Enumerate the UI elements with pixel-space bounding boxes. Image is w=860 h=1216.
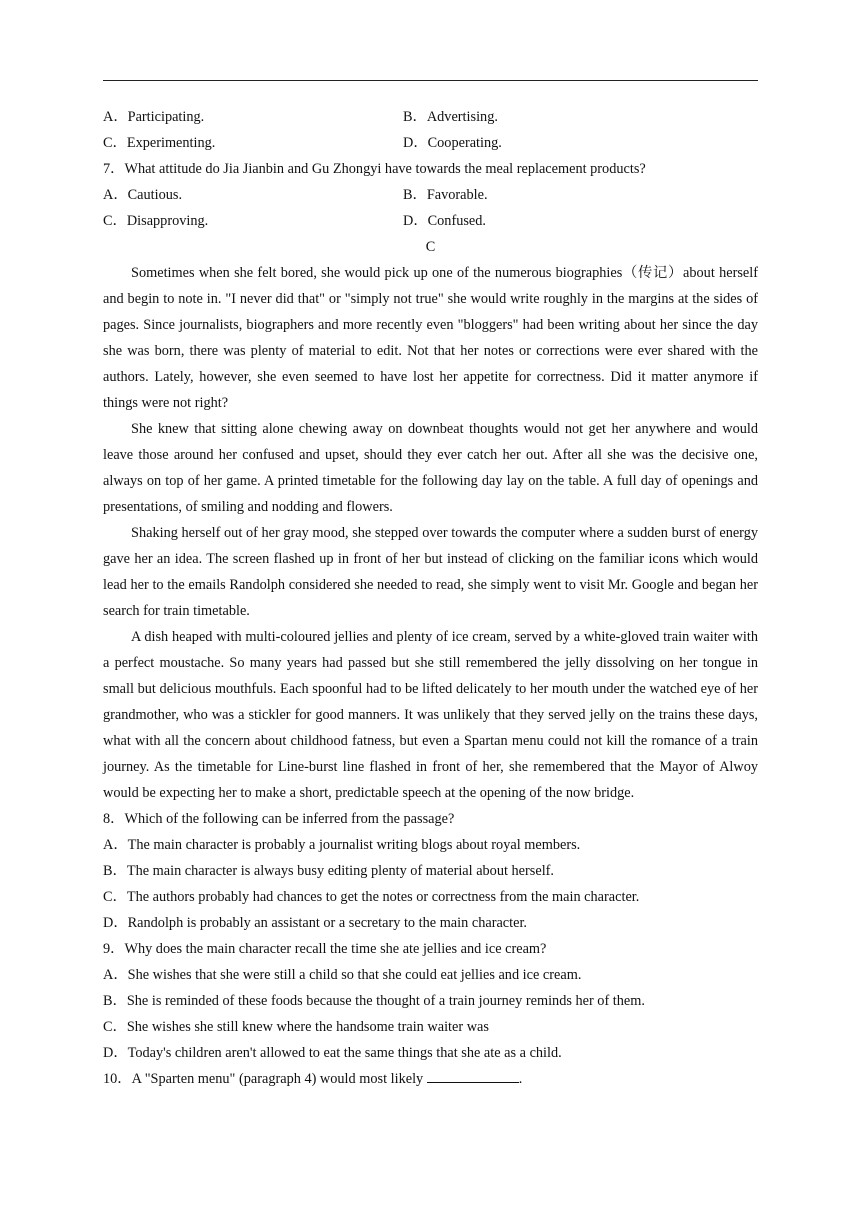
q8-option-b: B．The main character is always busy editing plenty of material about herself. xyxy=(103,863,555,879)
q8-stem: 8．Which of the following can be inferred from the passage? xyxy=(103,811,455,827)
answer-blank xyxy=(427,1067,519,1083)
q10-stem-text: 10．A "Sparten menu" (paragraph 4) would most likely xyxy=(103,1071,424,1087)
passage-paragraph-4: A dish heaped with multi-coloured jellies and plenty of ice cream, served by a white-gloved train waiter with a perfect moustache. So many years had passed but she still remembered the jelly dissolving on her tongue in small but delicious mouthfuls. Each spoonful had to be lifted delicately to her mouth under the watched eye of her grandmother, who was a stickler for good manners. It was unlikely that they served jelly on the trains these days, what with all the concern about childhood fatness, but even a Spartan menu could not kill the romance of a train journey. As the timetable for Line-burst line flashed in front of her, she remembered that the Mayor of Alwoy would be expecting her to make a short, predictable speech at the opening of the now bridge. xyxy=(103,629,758,801)
q8-option-a: A．The main character is probably a journalist writing blogs about royal members. xyxy=(103,837,581,853)
q7-stem: 7．What attitude do Jia Jianbin and Gu Zhongyi have towards the meal replacement products? xyxy=(103,161,646,177)
q7-options-row-1 xyxy=(103,182,758,208)
q7-options-row-2 xyxy=(103,208,758,234)
q6-options-row-1 xyxy=(103,104,758,130)
q9-option-d: D．Today's children aren't allowed to eat the same things that she ate as a child. xyxy=(103,1045,562,1061)
q9-option-a: A．She wishes that she were still a child so that she could eat jellies and ice cream. xyxy=(103,967,582,983)
q6-option-d: D．Cooperating. xyxy=(403,135,502,151)
q9-option-b: B．She is reminded of these foods because the thought of a train journey reminds her of them. xyxy=(103,993,645,1009)
document-body xyxy=(103,104,758,1092)
q10-stem xyxy=(103,1066,758,1092)
passage-paragraph-3: Shaking herself out of her gray mood, she stepped over towards the computer where a sudden burst of energy gave her an idea. The screen flashed up in front of her but instead of clicking on the familiar icons which would lead her to the emails Randolph considered she needed to read, she simply went to visit Mr. Google and began her search for train timetable. xyxy=(103,525,758,619)
q7-option-c: C．Disapproving. xyxy=(103,213,209,229)
q9-stem: 9．Why does the main character recall the time she ate jellies and ice cream? xyxy=(103,941,547,957)
section-label: C xyxy=(425,239,436,255)
q6-option-b: B．Advertising. xyxy=(403,109,498,125)
q6-option-a: A．Participating. xyxy=(103,109,205,125)
q7-option-b: B．Favorable. xyxy=(403,187,488,203)
q9-option-c: C．She wishes she still knew where the handsome train waiter was xyxy=(103,1019,489,1035)
q10-stem-end: . xyxy=(518,1071,523,1087)
passage-paragraph-1: Sometimes when she felt bored, she would pick up one of the numerous biographies（传记）about herself and begin to note in. "I never did that" or "simply not true" she would write roughly in the margins at the sides of pages. Since journalists, biographers and more recently even "bloggers" had been writing about her since the day she was born, there was plenty of material to edit. Not that her notes or corrections were ever shared with the authors. Lately, however, she even seemed to have lost her appetite for correctness. Did it matter anymore if things were not right? xyxy=(103,265,758,411)
header-rule xyxy=(103,80,758,81)
q8-option-c: C．The authors probably had chances to get the notes or correctness from the main character. xyxy=(103,889,640,905)
q6-options-row-2 xyxy=(103,130,758,156)
q8-option-d: D．Randolph is probably an assistant or a secretary to the main character. xyxy=(103,915,528,931)
passage-paragraph-2: She knew that sitting alone chewing away on downbeat thoughts would not get her anywhere and would leave those around her confused and upset, should they ever catch her out. After all she was the decisive one, always on top of her game. A printed timetable for the following day lay on the table. A full day of openings and presentations, of smiling and nodding and flowers. xyxy=(103,421,758,515)
q7-option-d: D．Confused. xyxy=(403,213,486,229)
q7-option-a: A．Cautious. xyxy=(103,187,183,203)
q6-option-c: C．Experimenting. xyxy=(103,135,216,151)
